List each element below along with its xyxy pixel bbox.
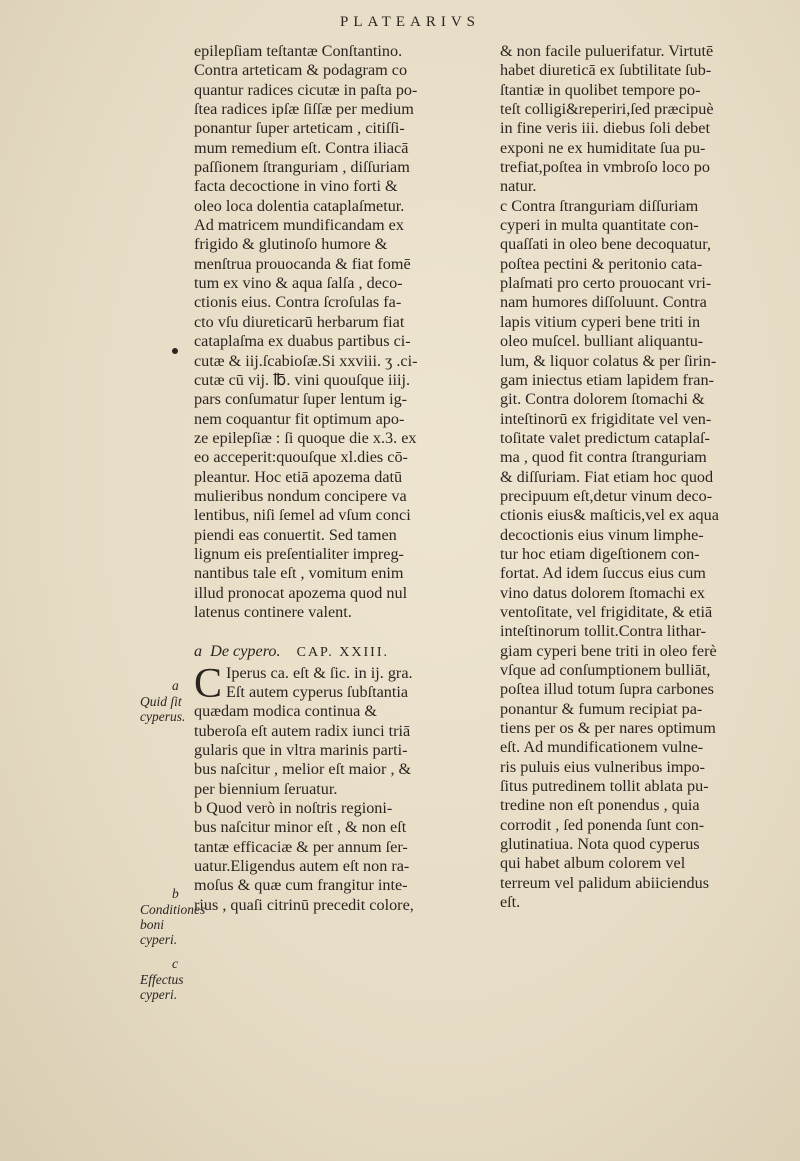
- text-line: eſt.: [500, 893, 521, 912]
- margin-letter-b: b: [172, 886, 179, 901]
- margin-note-b: Conditiones boni cyperi.: [140, 902, 206, 947]
- text-line: poſtea illud totum ſupra carbones: [500, 680, 714, 699]
- text-line: quantur radices cicutæ in paſta po-: [194, 80, 418, 99]
- text-line: paſſionem ſtranguriam , diſſuriam: [194, 158, 410, 177]
- text-line: tiens per os & per nares optimum: [500, 719, 716, 738]
- text-line: lentibus, niſi ſemel ad vſum conci: [194, 506, 411, 525]
- text-line: ma , quod fit contra ſtranguriam: [500, 448, 707, 467]
- text-line: natur.: [500, 177, 537, 196]
- text-line: eo acceperit:quouſque xl.dies cō-: [194, 448, 408, 467]
- text-line: ventoſitate, vel frigiditate, & etiā: [500, 602, 713, 621]
- text-line: oleo muſcel. bulliant aliquantu-: [500, 332, 704, 351]
- text-line: gam iniectus etiam lapidem fran-: [500, 370, 714, 389]
- chapter-title: De cypero.: [210, 642, 281, 661]
- text-line: cutæ cū vij. ℔. vini quouſque iiij.: [194, 370, 411, 389]
- text-line: epilepſiam teſtantæ Conſtantino.: [194, 42, 403, 60]
- left-column-text: [194, 42, 478, 622]
- text-line: ris puluis eius vulneribus impo-: [500, 757, 706, 776]
- text-line: oleo loca dolentia cataplaſmetur.: [194, 196, 405, 215]
- text-line: & diſſuriam. Fiat etiam hoc quod: [500, 467, 714, 486]
- text-line: inteſtinorum tollit.Contra lithar-: [500, 622, 707, 641]
- text-line: plaſmati pro certo prouocant vri-: [500, 274, 712, 293]
- text-line: poſtea pectini & peritonio cata-: [500, 254, 703, 273]
- text-line: corrodit , ſed ponenda ſunt con-: [500, 815, 705, 834]
- text-line: eſt. Ad mundificationem vulne-: [500, 738, 704, 757]
- text-line: ctionis eius. Contra ſcroſulas fa-: [194, 293, 402, 312]
- text-line: bus naſcitur , melior eſt maior , &: [194, 760, 412, 779]
- text-line: nantibus tale eſt , vomitum enim: [194, 564, 404, 583]
- text-line: tuberoſa eſt autem radix iunci triā: [194, 721, 411, 740]
- text-line: per biennium ſeruatur.: [194, 779, 338, 798]
- text-line: giam cyperi bene triti in oleo ferè: [500, 641, 717, 660]
- text-line: habet diureticā ex ſubtilitate ſub-: [500, 61, 712, 80]
- text-line: vino datus dolorem ſtomachi ex: [500, 583, 705, 602]
- text-line: latenus continere valent.: [194, 602, 352, 621]
- text-line: pleantur. Hoc etiā apozema datū: [194, 467, 403, 486]
- text-line: rius , quaſi citrinū precedit colore,: [194, 895, 414, 914]
- text-line: ſtea radices ipſæ ſiſſæ per medium: [194, 100, 414, 119]
- text-line: illud pronocat apozema quod nul: [194, 583, 408, 602]
- text-line: moſus & quæ cum frangitur inte-: [194, 876, 408, 895]
- text-line: Ad matricem mundificandam ex: [194, 216, 404, 235]
- text-line: lignum eis preſentialiter impreg-: [194, 544, 404, 563]
- text-line: bus naſcitur minor eſt , & non eſt: [194, 818, 407, 837]
- text-line: tredine non eſt ponendus , quia: [500, 796, 700, 815]
- text-line: exponi ne ex humiditate ſua pu-: [500, 138, 706, 157]
- text-line: in fine veris iii. diebus ſoli debet: [500, 119, 710, 138]
- margin-letter-c: c: [172, 956, 178, 971]
- text-line: precipuum eſt,detur vinum deco-: [500, 486, 713, 505]
- text-line: cyperi in multa quantitate con-: [500, 216, 699, 235]
- margin-note-a: Quid ſit cyperus.: [140, 694, 186, 724]
- chapter-number: CAP. XXIII.: [296, 645, 389, 661]
- text-line: uatur.Eligendus autem eſt non ra-: [194, 857, 410, 876]
- text-line: teſt colligi&reperiri,ſed præcipuè: [500, 100, 714, 119]
- text-line: Iperus ca. eſt & ſic. in ij. gra.: [226, 663, 413, 682]
- text-line: c Contra ſtranguriam diſſuriam: [500, 196, 699, 215]
- text-line: quaſſati in oleo bene decoquatur,: [500, 235, 712, 254]
- drop-cap: C: [194, 660, 223, 707]
- text-line: lum, & liquor colatus & per ſirin-: [500, 351, 717, 370]
- text-line: Eſt autem cyperus ſubſtantia: [226, 683, 409, 701]
- text-line: cataplaſma ex duabus partibus ci-: [194, 332, 411, 351]
- text-line: glutinatiua. Nota quod cyperus: [500, 835, 700, 854]
- text-line: cutæ & iij.ſcabioſæ.Si xxviii. ʒ .ci-: [194, 351, 418, 370]
- text-line: decoctionis eius vinum limphe-: [500, 525, 704, 544]
- text-line: menſtrua prouocanda & fiat fomē: [194, 254, 411, 273]
- text-line: gularis que in vltra marinis parti-: [194, 741, 408, 760]
- right-column: [500, 42, 786, 912]
- text-line: ponantur ſuper arteticam , citiſſi-: [194, 119, 405, 138]
- margin-bullet: [172, 348, 178, 354]
- text-line: piendi eas conuertit. Sed tamen: [194, 525, 397, 544]
- chapter-marker: a: [194, 642, 203, 661]
- text-line: nam humores diſſoluunt. Contra: [500, 293, 707, 312]
- margin-letter-a: a: [172, 678, 179, 693]
- chapter-heading: [194, 642, 478, 662]
- text-line: Contra arteticam & podagram co: [194, 61, 408, 80]
- text-line: qui habet album colorem vel: [500, 854, 686, 873]
- text-line: ſtantiæ in quolibet tempore po-: [500, 80, 701, 99]
- text-line: frigido & glutinoſo humore &: [194, 235, 388, 254]
- text-line: tum ex vino & aqua ſalſa , deco-: [194, 274, 403, 293]
- text-line: inteſtinorū ex frigiditate vel ven-: [500, 409, 712, 428]
- text-line: fortat. Ad idem ſuccus eius cum: [500, 564, 706, 583]
- text-line: cto vſu diureticarū herbarum fiat: [194, 312, 405, 331]
- text-line: pars conſumatur ſuper lentum ig-: [194, 390, 408, 409]
- text-line: toſitate valet predictum cataplaſ-: [500, 428, 710, 447]
- text-line: b Quod verò in noſtris regioni-: [194, 799, 393, 818]
- text-line: mum remedium eſt. Contra iliacā: [194, 138, 409, 157]
- text-line: facta decoctione in vino forti &: [194, 177, 398, 196]
- text-line: ponantur & fumum recipiat pa-: [500, 699, 703, 718]
- text-line: vſque ad conſumptionem bulliāt,: [500, 661, 711, 679]
- margin-note-c: Effectus cyperi.: [140, 972, 184, 1002]
- text-line: ze epilepſiæ : ſi quoque die x.3. ex: [194, 428, 417, 447]
- text-line: lapis vitium cyperi bene triti in: [500, 312, 701, 331]
- text-line: ctionis eius& maſticis,vel ex aqua: [500, 506, 719, 525]
- text-line: trefiat,poſtea in vmbroſo loco po: [500, 158, 710, 177]
- text-line: nem coquantur fit optimum apo-: [194, 409, 405, 428]
- text-line: mulieribus nondum concipere va: [194, 486, 407, 505]
- text-line: git. Contra dolorem ſtomachi &: [500, 390, 705, 409]
- text-line: & non facile puluerifatur. Virtutē: [500, 42, 714, 60]
- chapter-text: [194, 660, 478, 915]
- text-line: ſitus putredinem tollit ablata pu-: [500, 777, 709, 796]
- text-line: quædam modica continua &: [194, 702, 377, 721]
- text-line: tur hoc etiam digeſtionem con-: [500, 544, 700, 563]
- running-header: PLATEARIVS: [340, 14, 481, 30]
- text-line: tantæ efficaciæ & per annum ſer-: [194, 837, 408, 856]
- right-column-text: [500, 42, 786, 912]
- left-column: [194, 42, 478, 915]
- text-line: terreum vel palidum abiiciendus: [500, 873, 710, 892]
